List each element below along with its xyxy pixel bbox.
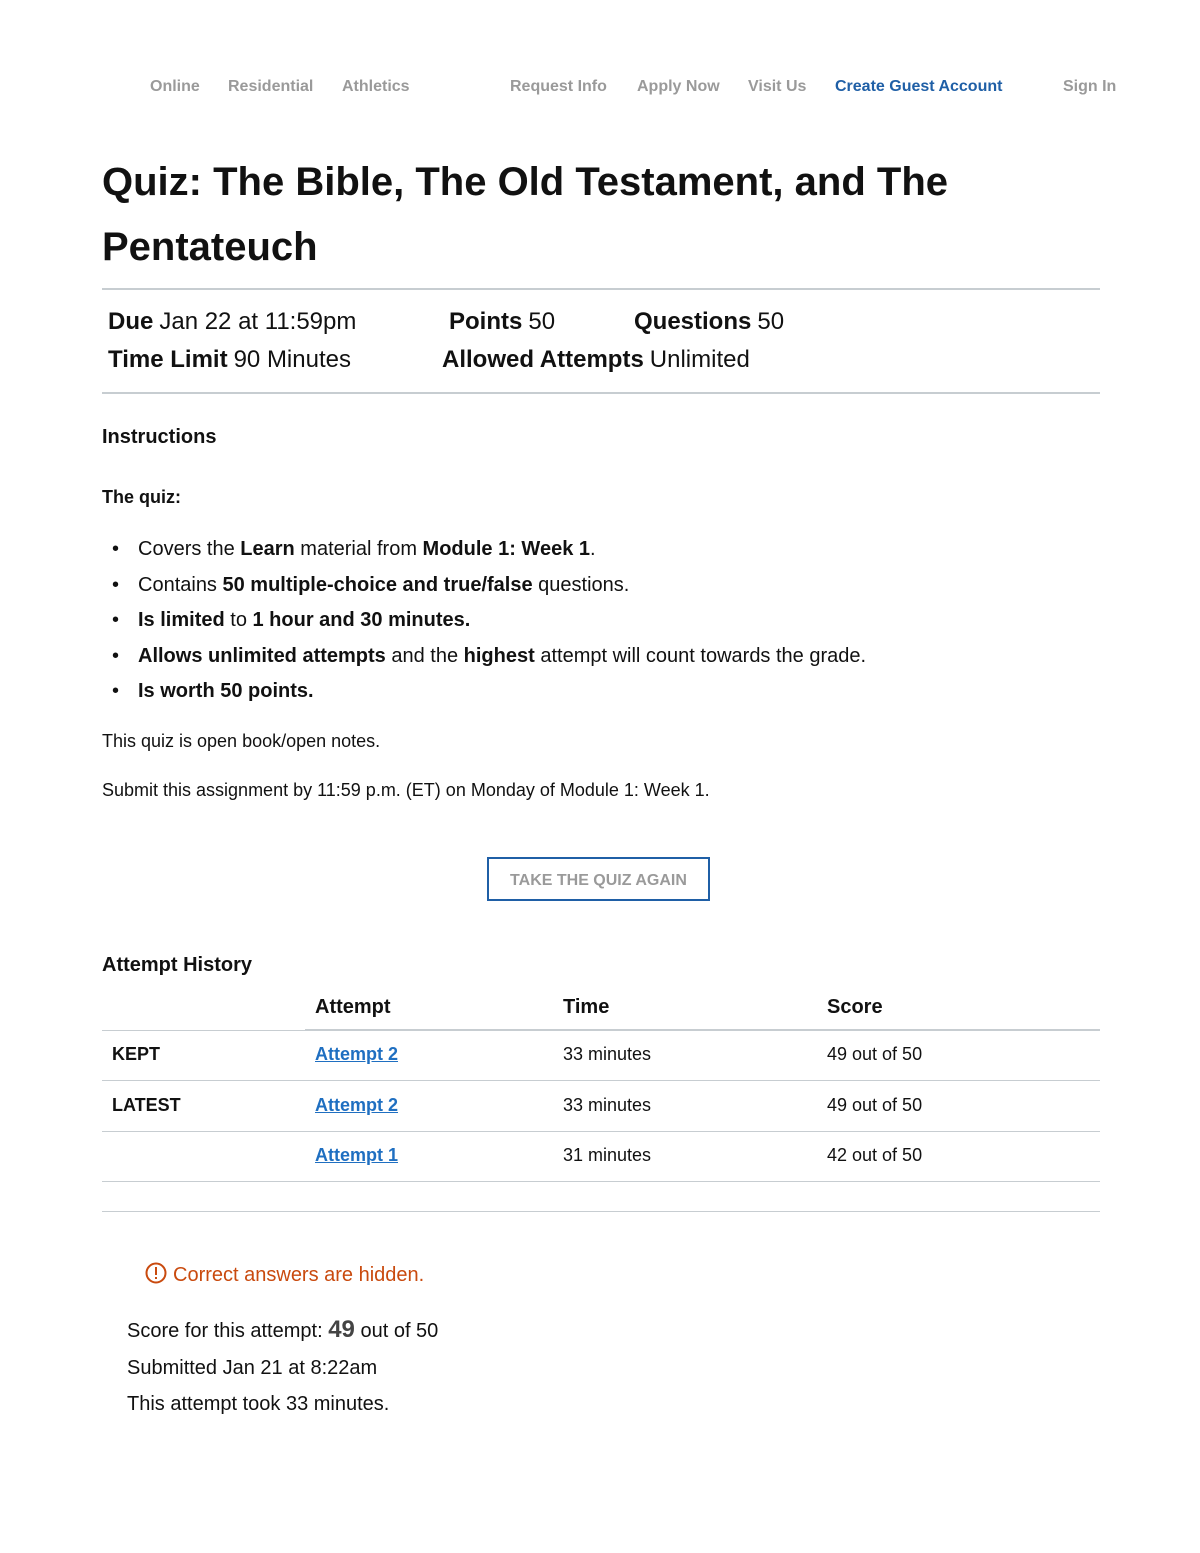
attempt-time: 31 minutes — [563, 1145, 652, 1165]
title-divider — [102, 288, 1100, 290]
meta-questions — [634, 308, 784, 336]
attempt-history-heading: Attempt History — [102, 954, 253, 976]
time-limit-value: 90 Minutes — [233, 346, 351, 373]
top-nav — [0, 74, 1200, 102]
points-label: Points — [449, 308, 523, 335]
instruction-item: • Is limited to 1 hour and 30 minutes. — [110, 603, 866, 639]
column-header-attempt: Attempt — [315, 996, 391, 1018]
meta-allowed-attempts — [442, 346, 750, 374]
instructions-heading: Instructions — [102, 426, 217, 448]
attempt-score: 49 out of 50 — [827, 1095, 923, 1115]
attempt-time: 33 minutes — [563, 1095, 652, 1115]
nav-request-info[interactable]: Request Info — [510, 78, 607, 95]
nav-sign-in[interactable]: Sign In — [1063, 78, 1117, 95]
instruction-item: • Allows unlimited attempts and the highest attempt will count towards the grade. — [110, 639, 866, 675]
nav-apply-now[interactable]: Apply Now — [637, 78, 720, 95]
due-label: Due — [108, 308, 154, 335]
table-row-divider — [102, 1131, 1100, 1132]
instruction-item: • Contains 50 multiple-choice and true/false questions. — [110, 568, 866, 604]
correct-answers-hidden-note — [145, 1262, 424, 1290]
table-row-divider — [102, 1181, 1100, 1182]
attempt-score-line: Score for this attempt: 49 out of 50 — [127, 1316, 439, 1343]
table-header-divider-left — [102, 1030, 305, 1031]
open-book-note: This quiz is open book/open notes. — [102, 731, 381, 751]
submit-deadline-note: Submit this assignment by 11:59 p.m. (ET) on Monday of Module 1: Week 1. — [102, 780, 710, 800]
time-limit-label: Time Limit — [108, 346, 228, 373]
meta-due — [108, 308, 356, 336]
column-header-score: Score — [827, 996, 883, 1018]
column-header-time: Time — [563, 996, 610, 1018]
attempt-link[interactable]: Attempt 1 — [315, 1145, 399, 1165]
row-status-kept: KEPT — [112, 1044, 161, 1064]
table-row-divider — [102, 1080, 1100, 1081]
allowed-attempts-label: Allowed Attempts — [442, 346, 644, 373]
instruction-item: • Covers the Learn material from Module 1: Week 1. — [110, 532, 866, 568]
attempt-score-value: 49 — [328, 1316, 355, 1343]
questions-label: Questions — [634, 308, 752, 335]
attempt-link[interactable]: Attempt 2 — [315, 1044, 399, 1064]
take-quiz-again-button[interactable]: TAKE THE QUIZ AGAIN — [487, 857, 710, 901]
nav-visit-us[interactable]: Visit Us — [748, 78, 807, 95]
nav-athletics[interactable]: Athletics — [342, 78, 410, 95]
submitted-date: Submitted Jan 21 at 8:22am — [127, 1357, 378, 1379]
attempt-link[interactable]: Attempt 2 — [315, 1095, 399, 1115]
page-title: Quiz: The Bible, The Old Testament, and The Pentateuch — [102, 160, 948, 269]
nav-online[interactable]: Online — [150, 78, 200, 95]
meta-divider — [102, 392, 1100, 394]
meta-time-limit — [108, 346, 351, 374]
attempt-time: 33 minutes — [563, 1044, 652, 1064]
table-header-divider — [305, 1029, 1100, 1031]
instruction-item: • Is worth 50 points. — [110, 674, 866, 710]
points-value: 50 — [528, 308, 556, 335]
nav-create-guest-account[interactable]: Create Guest Account — [835, 78, 1003, 95]
instructions-list — [110, 532, 866, 710]
attempt-duration: This attempt took 33 minutes. — [127, 1393, 390, 1415]
quiz-label: The quiz: — [102, 487, 181, 507]
allowed-attempts-value: Unlimited — [649, 346, 750, 373]
section-divider — [102, 1211, 1100, 1212]
hidden-note-text: Correct answers are hidden. — [173, 1264, 425, 1286]
row-status-latest: LATEST — [112, 1095, 181, 1115]
due-value: Jan 22 at 11:59pm — [159, 308, 357, 335]
nav-residential[interactable]: Residential — [228, 78, 314, 95]
warning-icon — [145, 1262, 167, 1290]
attempt-score: 42 out of 50 — [827, 1145, 923, 1165]
questions-value: 50 — [757, 308, 785, 335]
attempt-score: 49 out of 50 — [827, 1044, 923, 1064]
meta-points — [449, 308, 555, 336]
